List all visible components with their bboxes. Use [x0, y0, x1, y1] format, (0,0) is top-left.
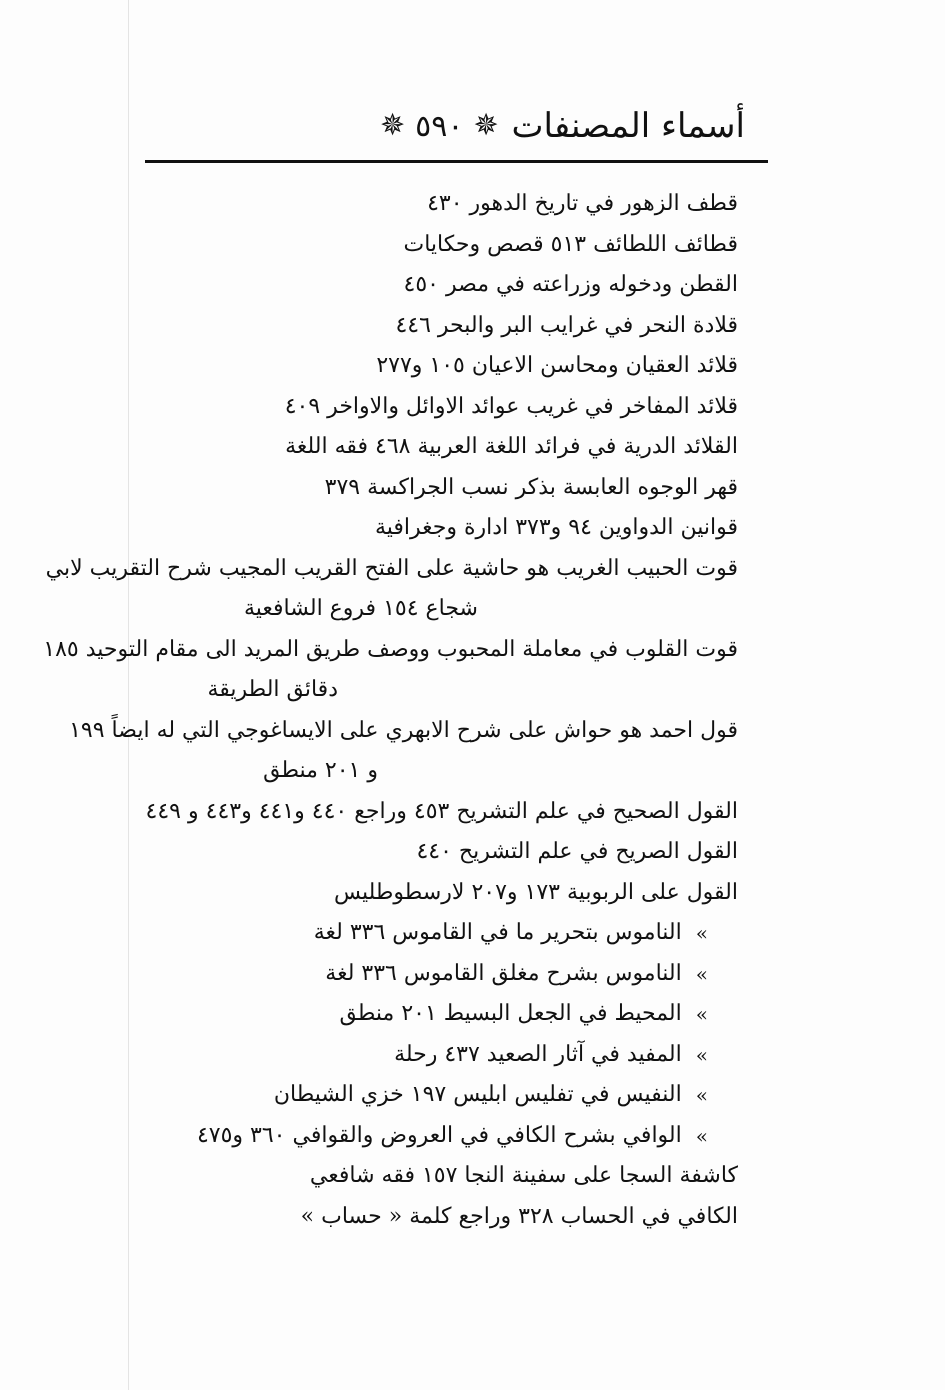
index-entry: قلائد العقيان ومحاسن الاعيان ١٠٥ و٢٧٧ — [376, 353, 738, 378]
index-sub-entry — [118, 1035, 738, 1076]
index-entry: قهر الوجوه العابسة بذكر نسب الجراكسة ٣٧٩ — [324, 474, 738, 500]
index-entry: القلائد الدرية في فرائد اللغة العربية ٤٦٨ فقه اللغة — [285, 434, 738, 459]
ditto-mark: » — [695, 1123, 708, 1148]
index-entry: قوانين الدواوين ٩٤ و٣٧٣ ادارة وجغرافية — [374, 515, 738, 540]
index-entry: الكافي في الحساب ٣٢٨ وراجع كلمة « حساب » — [300, 1203, 738, 1229]
running-title: أسماء المصنفات — [511, 106, 745, 146]
index-sub-entry — [118, 954, 738, 995]
sub-entry-text: النفيس في تفليس ابليس ١٩٧ خزي الشيطان — [273, 1082, 682, 1107]
ornament-right-icon: ✵ — [473, 108, 499, 143]
index-entry: قلائد المفاخر في غريب عوائد الاوائل والاواخر ٤٠٩ — [284, 393, 738, 419]
ornament-left-icon: ✵ — [380, 108, 406, 143]
sub-entry-text: الناموس بشرح مغلق القاموس ٣٣٦ لغة — [325, 960, 682, 986]
index-entry: القول الصحيح في علم التشريح ٤٥٣ وراجع ٤٤٠ و٤٤١ و٤٤٣ و ٤٤٩ — [145, 798, 738, 824]
index-entry: القول الصريح في علم التشريح ٤٤٠ — [416, 839, 738, 864]
sub-entry-text: المحيط في الجعل البسيط ٢٠١ منطق — [339, 1001, 682, 1026]
index-sub-entry — [118, 913, 738, 954]
ditto-mark: » — [695, 1083, 708, 1107]
sub-entry-text: الوافي بشرح الكافي في العروض والقوافي ٣٦٠ و٤٧٥ — [196, 1122, 682, 1148]
ditto-mark: » — [695, 1042, 708, 1067]
index-entry: القول على الربوبية ١٧٣ و٢٠٧ لارسطوطليس — [333, 879, 738, 905]
index-entry: قول احمد هو حواش على شرح الابهري على الايساغوجي التي له ايضاً ١٩٩ — [69, 717, 738, 743]
ditto-mark: » — [695, 961, 708, 986]
index-entry-continuation: شجاع ١٥٤ فروع الشافعية — [243, 596, 478, 621]
index-sub-entry — [118, 1116, 738, 1157]
index-entry: القطن ودخوله وزراعته في مصر ٤٥٠ — [403, 272, 738, 297]
index-entry: قوت الحبيب الغريب هو حاشية على الفتح القريب المجيب شرح التقريب لابي — [45, 555, 738, 581]
index-entry: قوت القلوب في معاملة المحبوب ووصف طريق المريد الى مقام التوحيد ١٨٥ — [43, 636, 738, 662]
index-entry: قلادة النحر في غرايب البر والبحر ٤٤٦ — [395, 312, 738, 338]
page-number: ٥٩٠ — [415, 108, 464, 144]
index-entries — [43, 184, 738, 1237]
ditto-mark: » — [695, 921, 708, 945]
sub-entry-text: الناموس بتحرير ما في القاموس ٣٣٦ لغة — [313, 920, 682, 945]
index-entry: قطف الزهور في تاريخ الدهور ٤٣٠ — [427, 191, 738, 216]
page-number-group — [380, 109, 499, 144]
index-entry-continuation: دقائق الطريقة — [207, 677, 338, 702]
index-sub-entry — [118, 994, 738, 1035]
ditto-mark: » — [695, 1002, 708, 1026]
sub-entry-text: المفيد في آثار الصعيد ٤٣٧ رحلة — [394, 1041, 682, 1067]
page-header — [380, 96, 745, 156]
header-rule — [145, 160, 768, 163]
index-entry: كاشفة السجا على سفينة النجا ١٥٧ فقه شافعي — [309, 1163, 738, 1188]
index-sub-entry — [118, 1075, 738, 1116]
index-entry: قطائف اللطائف ٥١٣ قصص وحكايات — [403, 231, 738, 257]
index-entry-continuation: و ٢٠١ منطق — [263, 758, 378, 783]
